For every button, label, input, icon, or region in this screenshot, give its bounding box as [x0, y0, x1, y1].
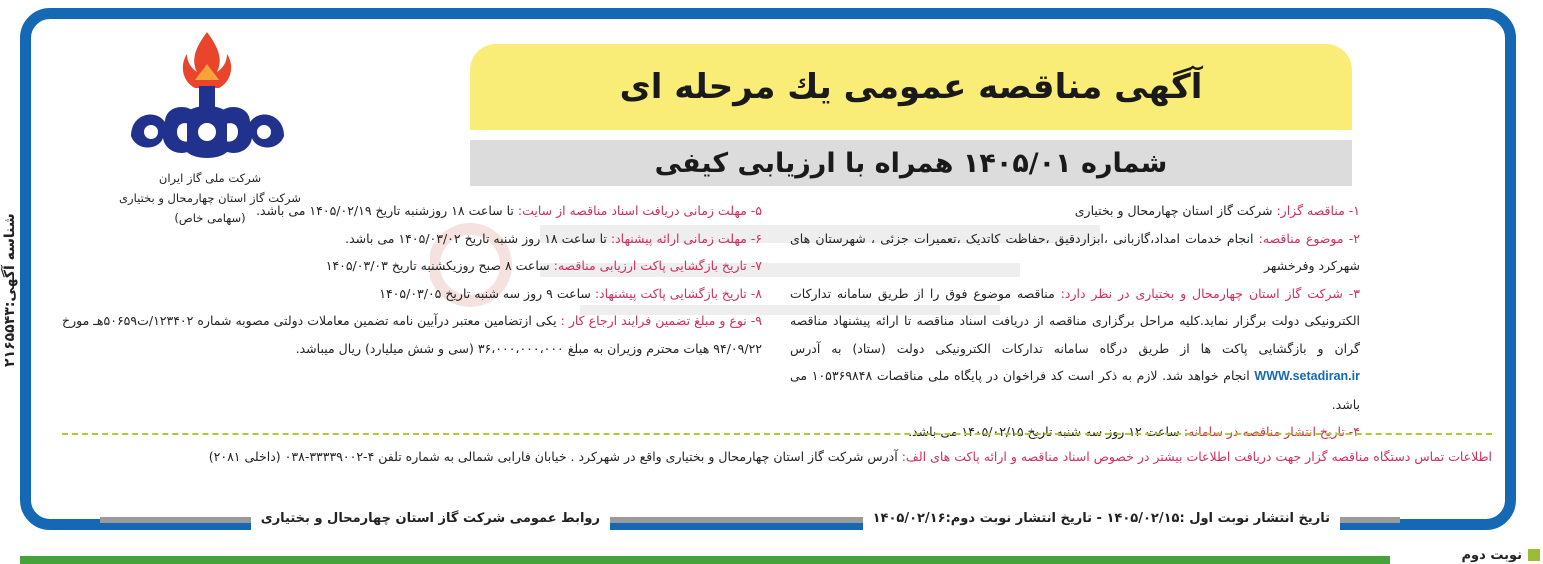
second-round-tag: [1392, 546, 1540, 564]
item-4: [790, 418, 1360, 446]
item-7: [62, 252, 762, 280]
item-9: [62, 307, 762, 362]
item-3: [790, 280, 1360, 419]
contact-info: [62, 444, 1492, 470]
contact-text: آدرس شرکت گاز استان چهارمحال و بختیاری واقع در شهرکرد . خیابان فارابی شمالی به شماره تلفن ۴-۳۳۳۳۹۰۰۲-۰۳۸ (داخلی ۲۰۸۱): [208, 449, 902, 464]
item-6: [62, 225, 762, 253]
item-6-label: ۶- مهلت زمانی ارائه پیشنهاد:: [610, 230, 762, 246]
publication-dates: تاریخ انتشار نوبت اول :۱۴۰۵/۰۲/۱۵ - تاریخ انتشار نوبت دوم:۱۴۰۵/۰۲/۱۶: [863, 506, 1340, 532]
item-8-text: ساعت ۹ روز سه شنبه تاریخ ۱۴۰۵/۰۳/۰۵: [379, 285, 595, 301]
company-line-2: شرکت گاز استان چهارمحال و بختیاری: [119, 191, 301, 205]
item-2-text: انجام خدمات امداد،گازبانی ،ابزاردقیق ،حفاظت کاتدیک ،تعمیرات جزئی ، شهرستان های شهرکرد وفرخشهر: [790, 230, 1360, 273]
item-3-text: مناقصه موضوع فوق را از طریق سامانه تدارکات الکترونیکی دولت برگزار نماید.کلیه مراحل برگزاری مناقصه از دریافت اسناد مناقصه تا ارائه پیشنهاد مناقصه گران و بازگشایی پاکت ها از طریق درگاه سامانه تدارکات الکترونیکی دولت (ستاد) به آدرس: [790, 285, 1360, 356]
public-relations-signature: روابط عمومی شرکت گاز استان چهارمحال و بختیاری: [251, 506, 610, 532]
second-round-label: نوبت دوم: [1461, 547, 1522, 563]
footer-strip: [100, 506, 1400, 532]
item-3-text-after: انجام خواهد شد. لازم به ذکر است کد فراخوان در پایگاه ملی مناقصات ۱۰۵۳۶۹۸۴۸ می باشد.: [790, 368, 1360, 412]
setadiran-link[interactable]: WWW.setadiran.ir: [1254, 369, 1360, 383]
item-1-text: شرکت گاز استان چهارمحال و بختیاری: [1074, 203, 1277, 218]
bottom-rule: [20, 556, 1390, 564]
item-5: [62, 197, 762, 225]
ad-subtitle: شماره ۱۴۰۵/۰۱ همراه با ارزیابی کیفی: [654, 147, 1168, 179]
contact-label: اطلاعات تماس دستگاه مناقصه گزار جهت دریافت اطلاعات بیشتر در خصوص اسناد مناقصه و ارائه پاکت های الف:: [901, 449, 1492, 464]
item-5-label: ۵- مهلت زمانی دریافت اسناد مناقصه از سایت:: [517, 203, 762, 218]
item-7-text: ساعت ۸ صبح روزیکشنبه تاریخ ۱۴۰۵/۰۳/۰۳: [325, 258, 554, 273]
item-8-label: ۸- تاریخ بازگشایی پاکت پیشنهاد:: [594, 285, 762, 301]
item-8: [62, 280, 762, 308]
dashed-divider: [62, 433, 1492, 435]
item-1-label: ۱- مناقصه گزار:: [1276, 203, 1360, 218]
item-9-text: یکی ازتضامین معتبر درآیین نامه تضمین معاملات دولتی مصوبه شماره ۱۲۳۴۰۲/ت۵۰۶۵۹هـ مورخ ۹۴/۰۹/۲۲ هیات محترم وزیران به مبلغ ۳۶،۰۰۰،۰۰۰،۰۰۰ (سی و شش میلیارد) ریال میباشد.: [62, 313, 762, 356]
item-2-label: ۲- موضوع مناقصه:: [1258, 230, 1360, 246]
item-2: [790, 225, 1360, 280]
company-line-3: (سهامی خاص): [174, 211, 246, 225]
item-7-label: ۷- تاریخ بازگشایی پاکت ارزیابی مناقصه:: [553, 258, 762, 273]
right-column: [790, 197, 1360, 446]
item-5-text: تا ساعت ۱۸ روزشنبه تاریخ ۱۴۰۵/۰۲/۱۹ می باشد.: [256, 203, 518, 218]
ad-title: آگهی مناقصه عمومی یك مرحله ای: [619, 67, 1203, 107]
item-4-text: ساعت ۱۲ روز سه شنبه تاریخ ۱۴۰۵/۰۲/۱۵ می باشد.: [908, 424, 1184, 439]
ad-id-label: شناسه آگهی:۲۱۶۵۵۴۳: [2, 213, 18, 367]
left-column: [62, 197, 762, 362]
item-9-label: ۹- نوع و مبلغ تضمین فرایند ارجاع کار :: [560, 313, 762, 328]
subtitle-banner: [470, 140, 1352, 186]
title-banner: [470, 44, 1352, 130]
national-iranian-gas-logo-icon: [125, 28, 290, 163]
tag-square-icon: [1528, 549, 1540, 561]
item-1: [790, 197, 1360, 225]
company-line-1: شرکت ملی گاز ایران: [158, 171, 262, 185]
item-3-label: ۳- شرکت گاز استان چهارمحال و بختیاری در نظر دارد:: [1060, 285, 1360, 301]
item-6-text: تا ساعت ۱۸ روز شنبه تاریخ ۱۴۰۵/۰۳/۰۲ می باشد.: [345, 230, 611, 246]
item-4-label: ۴- تاریخ انتشار مناقصه در سامانه:: [1183, 424, 1360, 439]
